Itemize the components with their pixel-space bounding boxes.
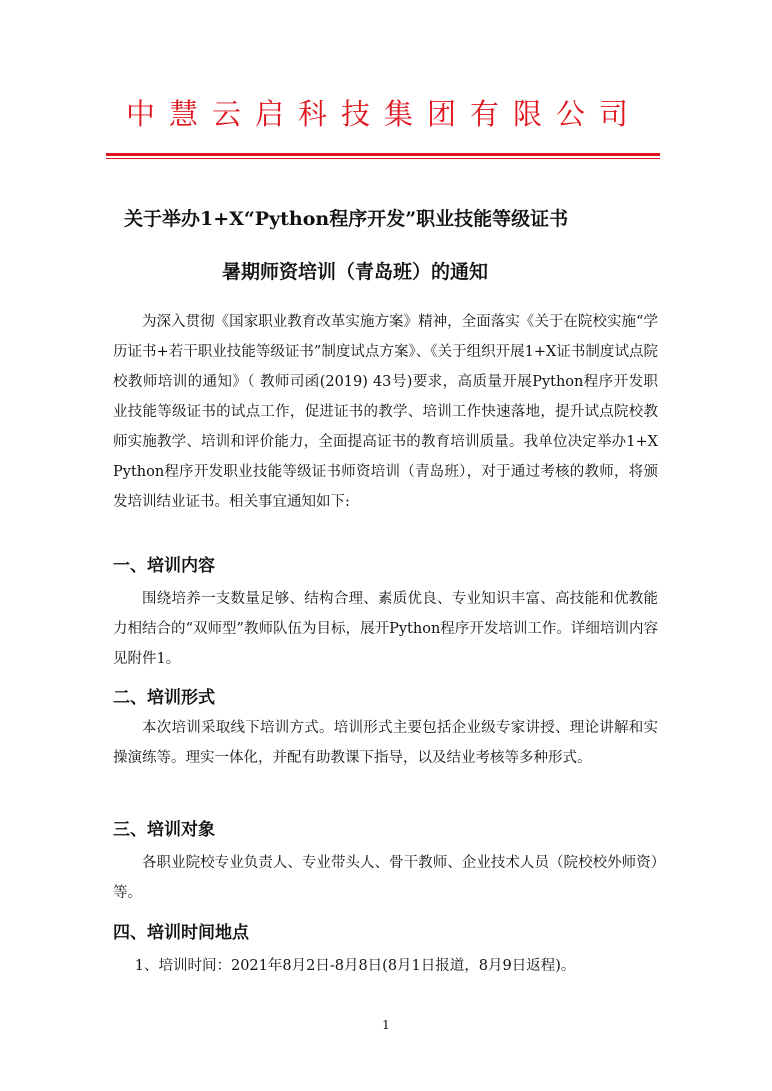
document-title-line-1: 关于举办1+X“Python程序开发”职业技能等级证书	[124, 208, 569, 230]
section-body-content: 围绕培养一支数量足够、结构合理、素质优良、专业知识丰富、高技能和优教能力相结合的“双师型”教师队伍为目标，展开Python程序开发培训工作。详细培训内容见附件1。	[113, 591, 658, 667]
header-rule-thick	[106, 153, 660, 156]
section-body-audience: 各职业院校专业负责人、专业带头人、骨干教师、企业技术人员（院校校外师资）等。	[113, 855, 658, 901]
section-body-format: 本次培训采取线下培训方式。培训形式主要包括企业级专家讲授、理论讲解和实操演练等。理实一体化，并配有助教课下指导，以及结业考核等多种形式。	[113, 720, 658, 766]
section-heading-time-place: 四、培训时间地点	[113, 923, 249, 943]
section-heading-content: 一、培训内容	[113, 556, 215, 576]
company-name-header: 中慧云启科技集团有限公司	[125, 97, 642, 131]
intro-paragraph: 为深入贯彻《国家职业教育改革实施方案》精神，全面落实《关于在院校实施“学历证书+若干职业技能等级证书”制度试点方案》、《关于组织开展1+X证书制度试点院校教师培训的通知》（ 教师司函(2019) 43号)要求，高质量开展Python程序开发职业技能等级证书的试点工作，促进证书的教学、培训工作快速落地，提升试点院校教师实施教学、培训和评价能力，全面提高证书的教育培训质量。我单位决定举办1+X Python程序开发职业技能等级证书师资培训（青岛班），对于通过考核的教师，将颁发培训结业证书。相关事宜通知如下:	[113, 314, 658, 510]
section-body-time: 1、培训时间：2021年8月2日-8月8日(8月1日报道，8月9日返程)。	[134, 958, 576, 974]
header-rule-thin	[106, 158, 660, 159]
page-number: 1	[382, 1018, 390, 1032]
section-heading-audience: 三、培训对象	[113, 820, 215, 840]
document-title-line-2: 暑期师资培训（青岛班）的通知	[222, 261, 489, 283]
section-heading-format: 二、培训形式	[113, 688, 215, 708]
